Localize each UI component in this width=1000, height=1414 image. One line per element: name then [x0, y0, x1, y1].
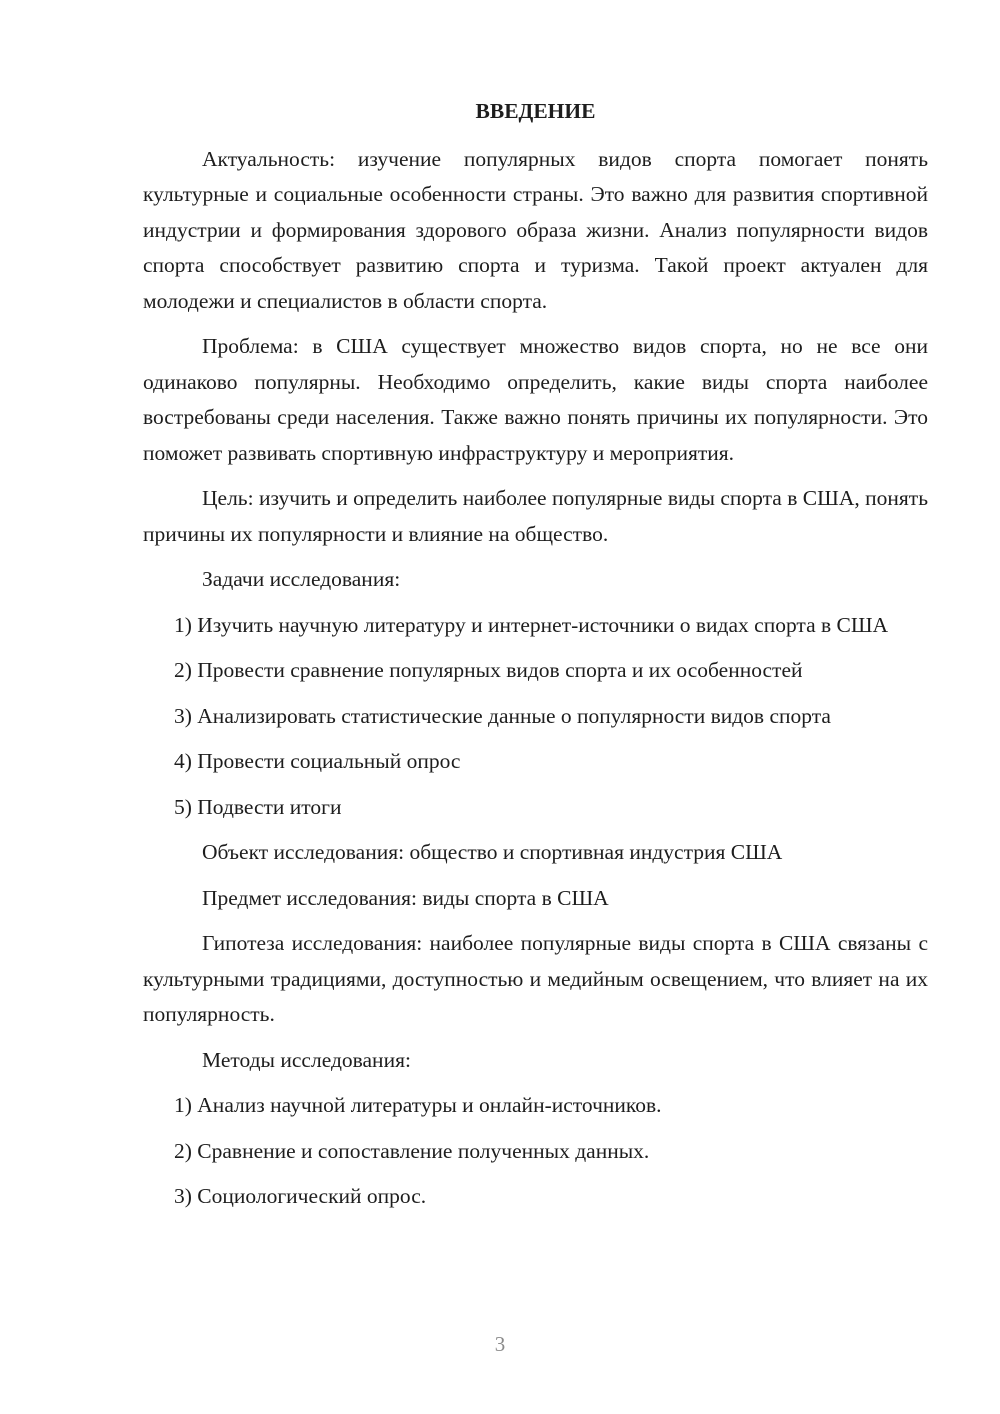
page-number: 3 — [494, 1332, 506, 1356]
task-item: 1) Изучить научную литературу и интернет-источники о видах спорта в США — [174, 612, 889, 637]
problem-paragraph: Проблема: в США существует множество видов спорта, но не все они одинаково популярны. Необходимо определить, какие виды спорта наиболее востребованы среди населения. Также важно понять причины их популярности. Это поможет развивать спортивную инфраструктуру и мероприятия. — [143, 334, 928, 465]
task-item: 5) Подвести итоги — [174, 794, 342, 819]
task-item: 4) Провести социальный опрос — [174, 749, 461, 773]
tasks-heading: Задачи исследования: — [202, 567, 401, 591]
method-item: 1) Анализ научной литературы и онлайн-источников. — [174, 1093, 662, 1117]
goal-paragraph: Цель: изучить и определить наиболее популярные виды спорта в США, понять причины их популярности и влияние на общество. — [143, 486, 928, 546]
methods-heading: Методы исследования: — [202, 1047, 411, 1072]
research-object: Объект исследования: общество и спортивная индустрия США — [202, 840, 783, 864]
section-title: ВВЕДЕНИЕ — [475, 99, 596, 123]
relevance-paragraph: Актуальность: изучение популярных видов спорта помогает понять культурные и социальные особенности страны. Это важно для развития спортивной индустрии и формирования здорового образа жизни. Анализ популярности видов спорта способствует развитию спорта и туризма. Такой проект актуален для молодежи и специалистов в области спорта. — [143, 146, 928, 313]
research-hypothesis: Гипотеза исследования: наиболее популярные виды спорта в США связаны с культурными традициями, доступностью и медийным освещением, что влияет на их популярность. — [143, 931, 928, 1026]
research-subject: Предмет исследования: виды спорта в США — [202, 885, 609, 910]
method-item: 2) Сравнение и сопоставление полученных данных. — [174, 1138, 650, 1163]
method-item: 3) Социологический опрос. — [174, 1184, 427, 1208]
task-item: 2) Провести сравнение популярных видов спорта и их особенностей — [174, 658, 803, 682]
task-item: 3) Анализировать статистические данные о популярности видов спорта — [174, 703, 831, 728]
document-page — [143, 94, 928, 1215]
